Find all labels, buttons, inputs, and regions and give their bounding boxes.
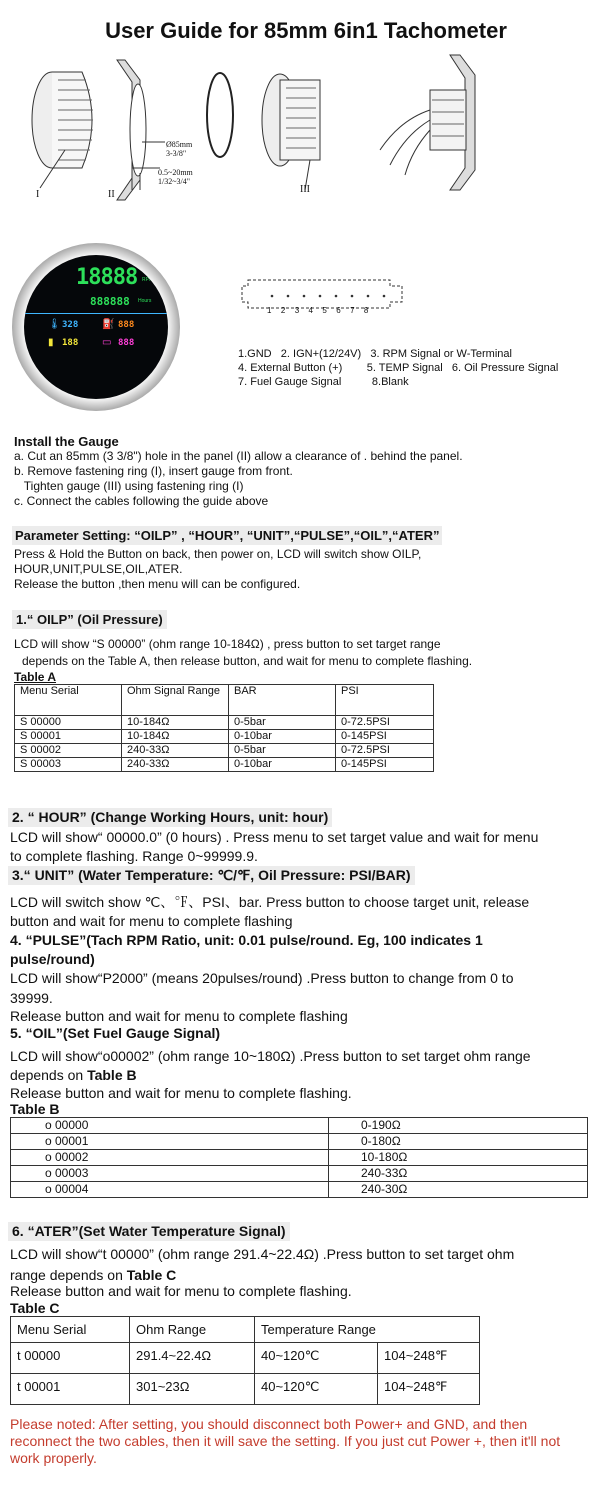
table-cell: 0-72.5PSI [336,716,434,730]
page-title: User Guide for 85mm 6in1 Tachometer [105,18,507,43]
table-header-row [15,685,434,716]
pulse-line: 39999. [10,990,53,1006]
table-b-ref: Table B [87,1067,137,1083]
hour-line: LCD will show“ 00000.0” (0 hours) . Press menu to set target value and wait for menu [10,829,539,845]
table-header: Ohm Signal Range [122,685,229,716]
pulse-heading [10,931,483,969]
param-text [14,547,421,592]
table-cell: 0-5bar [229,744,336,758]
battery-icon: ▭ [102,337,112,348]
param-heading: Parameter Setting: “OILP” , “HOUR”, “UNIT”,“PULSE”,“OIL”,“ATER” [12,526,442,545]
table-cell: 240-30Ω [329,1182,588,1198]
table-cell: S 00003 [15,758,122,772]
pin-number: 8 [363,306,369,315]
table-row [11,1134,588,1150]
table-cell: t 00000 [11,1343,130,1374]
table-cell: 40~120℃ [255,1374,378,1405]
fuel-readout: 188 [62,338,79,348]
temp-readout: 328 [62,320,79,330]
table-a [14,684,434,772]
table-cell: o 00001 [11,1134,329,1150]
table-cell: 104~248℉ [378,1343,480,1374]
install-step: c. Connect the cables following the guide above [14,494,269,508]
gauge-face [24,255,168,399]
hour-heading: 2. “ HOUR” (Change Working Hours, unit: hour) [8,808,332,827]
pin-number: 5 [322,306,327,315]
table-cell: 10-184Ω [122,730,229,744]
hour-text [10,828,538,866]
table-cell: S 00000 [15,716,122,730]
table-cell: t 00001 [11,1374,130,1405]
ater-line-2-text: range depends on [10,1267,127,1283]
table-header: BAR [229,685,336,716]
table-header: Menu Serial [11,1317,130,1343]
gauge-body-drawing [262,74,320,190]
table-c-label: Table C [10,1300,60,1316]
pin-legend-3: 7. Fuel Gauge Signal 8.Blank [238,376,409,388]
pulse-line: Release button and wait for menu to complete flashing [10,1008,348,1024]
table-row [11,1118,588,1134]
pin-legend-1: 1.GND 2. IGN+(12/24V) 3. RPM Signal or W-Terminal [238,348,512,360]
table-cell: 240-33Ω [122,744,229,758]
param-line: Press & Hold the Button on back, then power on, LCD will switch show OILP, [14,547,422,561]
param-line: Release the button ,then menu will can be configured. [14,577,301,591]
table-cell: o 00002 [11,1150,329,1166]
hours-unit: Hours [138,298,152,304]
pin-number: 7 [350,306,355,315]
table-row [15,730,434,744]
oilp-line: depends on the Table A, then release button, and wait for menu to complete flashing. [22,654,473,668]
assembled-gauge-drawing [380,55,475,190]
pin-number: 2 [280,306,286,315]
pin-number: 3 [294,306,300,315]
connector-pin-numbers [267,306,407,315]
oilp-text [14,636,472,670]
table-row [11,1343,480,1374]
fastening-ring-drawing [32,72,93,188]
table-cell: 40~120℃ [255,1343,378,1374]
table-cell: S 00002 [15,744,122,758]
label-ii: II [108,189,115,200]
ater-heading: 6. “ATER”(Set Water Temperature Signal) [8,1222,290,1241]
pin-number: 6 [336,306,341,315]
pin-number: 1 [267,306,272,315]
table-cell: 10-180Ω [329,1150,588,1166]
oilp-heading: 1.“ OILP” (Oil Pressure) [12,610,167,629]
panel-dimension: 0.5~20mm [158,168,193,177]
table-cell: 0-145PSI [336,758,434,772]
volt-readout: 888 [118,338,135,348]
oil-heading: 5. “OIL”(Set Fuel Gauge Signal) [10,1025,221,1041]
ater-line-1: LCD will show“t 00000” (ohm range 291.4~22.4Ω) .Press button to set target ohm [10,1246,515,1262]
rpm-unit: RPM [142,277,154,283]
oilp-line: LCD will show “S 00000” (ohm range 10-184Ω) , press button to set target range [14,637,441,651]
table-cell: 0-145PSI [336,730,434,744]
panel-dimension-inch: 1/32~3/4" [158,177,191,186]
table-row [11,1182,588,1198]
oil-readout: 888 [118,320,135,330]
table-cell: 240-33Ω [122,758,229,772]
table-header-row [11,1317,480,1343]
temp-icon: 🌡 [48,319,61,330]
pulse-line: LCD will show“P2000” (means 20pulses/round) .Press button to change from 0 to [10,970,514,986]
table-cell: 240-33Ω [329,1166,588,1182]
pulse-text [10,968,513,1026]
table-cell: o 00004 [11,1182,329,1198]
pin-number: 4 [308,306,313,315]
label-iii: III [300,184,310,195]
pulse-heading-line: 4. “PULSE”(Tach RPM Ratio, unit: 0.01 pulse/round. Eg, 100 indicates 1 [10,932,483,948]
table-cell: o 00003 [11,1166,329,1182]
hole-dimension-inch: 3-3/8" [166,149,187,158]
table-a-label: Table A [14,670,57,684]
table-header: Ohm Range [130,1317,255,1343]
pulse-heading-line: pulse/round) [10,951,95,967]
table-b [10,1117,588,1198]
hour-line: to complete flashing. Range 0~99999.9. [10,848,258,864]
table-c [10,1316,480,1405]
table-header: Menu Serial [15,685,122,716]
table-row [11,1374,480,1405]
table-cell: 104~248℉ [378,1374,480,1405]
table-row [11,1150,588,1166]
table-cell: 0-72.5PSI [336,744,434,758]
table-cell: o 00000 [11,1118,329,1134]
warning-note: Please noted: After setting, you should disconnect both Power+ and GND, and then reconnect the two cables, then it will save the setting. If you just cut Power +, then it'll not work properly. [10,1416,561,1466]
table-row [15,716,434,730]
gauge-divider [24,313,168,314]
install-heading: Install the Gauge [14,434,119,449]
install-steps [14,449,463,509]
label-i: I [36,189,40,200]
pin-legend-2: 4. External Button (+) 5. TEMP Signal 6. Oil Pressure Signal [238,362,559,374]
table-row [11,1166,588,1182]
table-cell: 0-10bar [229,758,336,772]
table-cell: 0-10bar [229,730,336,744]
table-header: PSI [336,685,434,716]
table-cell: 291.4~22.4Ω [130,1343,255,1374]
ater-line-3: Release button and wait for menu to complete flashing. [10,1283,352,1299]
install-step: a. Cut an 85mm (3 3/8") hole in the panel (II) allow a clearance of . behind the panel. [14,449,463,463]
table-c-ref: Table C [126,1267,177,1283]
fuel-icon: ▮ [48,337,54,348]
rpm-readout: 18888 [76,265,138,290]
table-cell: 0-5bar [229,716,336,730]
table-cell: 301~23Ω [130,1374,255,1405]
oil-can-icon: ⛽ [102,319,115,330]
table-b-label: Table B [10,1101,60,1117]
hours-readout: 888888 [90,295,130,308]
param-line: HOUR,UNIT,PULSE,OIL,ATER. [14,562,183,576]
oil-line-1: LCD will show“o00002” (ohm range 10~180Ω) .Press button to set target ohm range [10,1048,531,1064]
installation-diagram [20,50,510,210]
hole-dimension: Ø85mm [166,140,193,149]
unit-text [10,893,529,931]
table-row [15,758,434,772]
table-cell: 0-190Ω [329,1118,588,1134]
unit-heading: 3.“ UNIT” (Water Temperature: ℃/℉, Oil Pressure: PSI/BAR) [8,866,415,885]
table-cell: 0-180Ω [329,1134,588,1150]
table-cell: 10-184Ω [122,716,229,730]
unit-line: button and wait for menu to complete flashing [10,913,293,929]
oil-line-2-text: depends on [10,1067,88,1083]
unit-line: LCD will switch show ℃、℉、PSI、bar. Press button to choose target unit, release [10,894,530,910]
table-row [15,744,434,758]
install-step: b. Remove fastening ring (I), insert gauge from front. [14,464,293,478]
install-step: Tighten gauge (III) using fastening ring (I) [14,479,244,493]
oil-line-2 [10,1066,137,1085]
o-ring-drawing [207,73,233,157]
table-header: Temperature Range [255,1317,480,1343]
table-cell: S 00001 [15,730,122,744]
oil-line-3: Release button and wait for menu to complete flashing. [10,1085,352,1101]
